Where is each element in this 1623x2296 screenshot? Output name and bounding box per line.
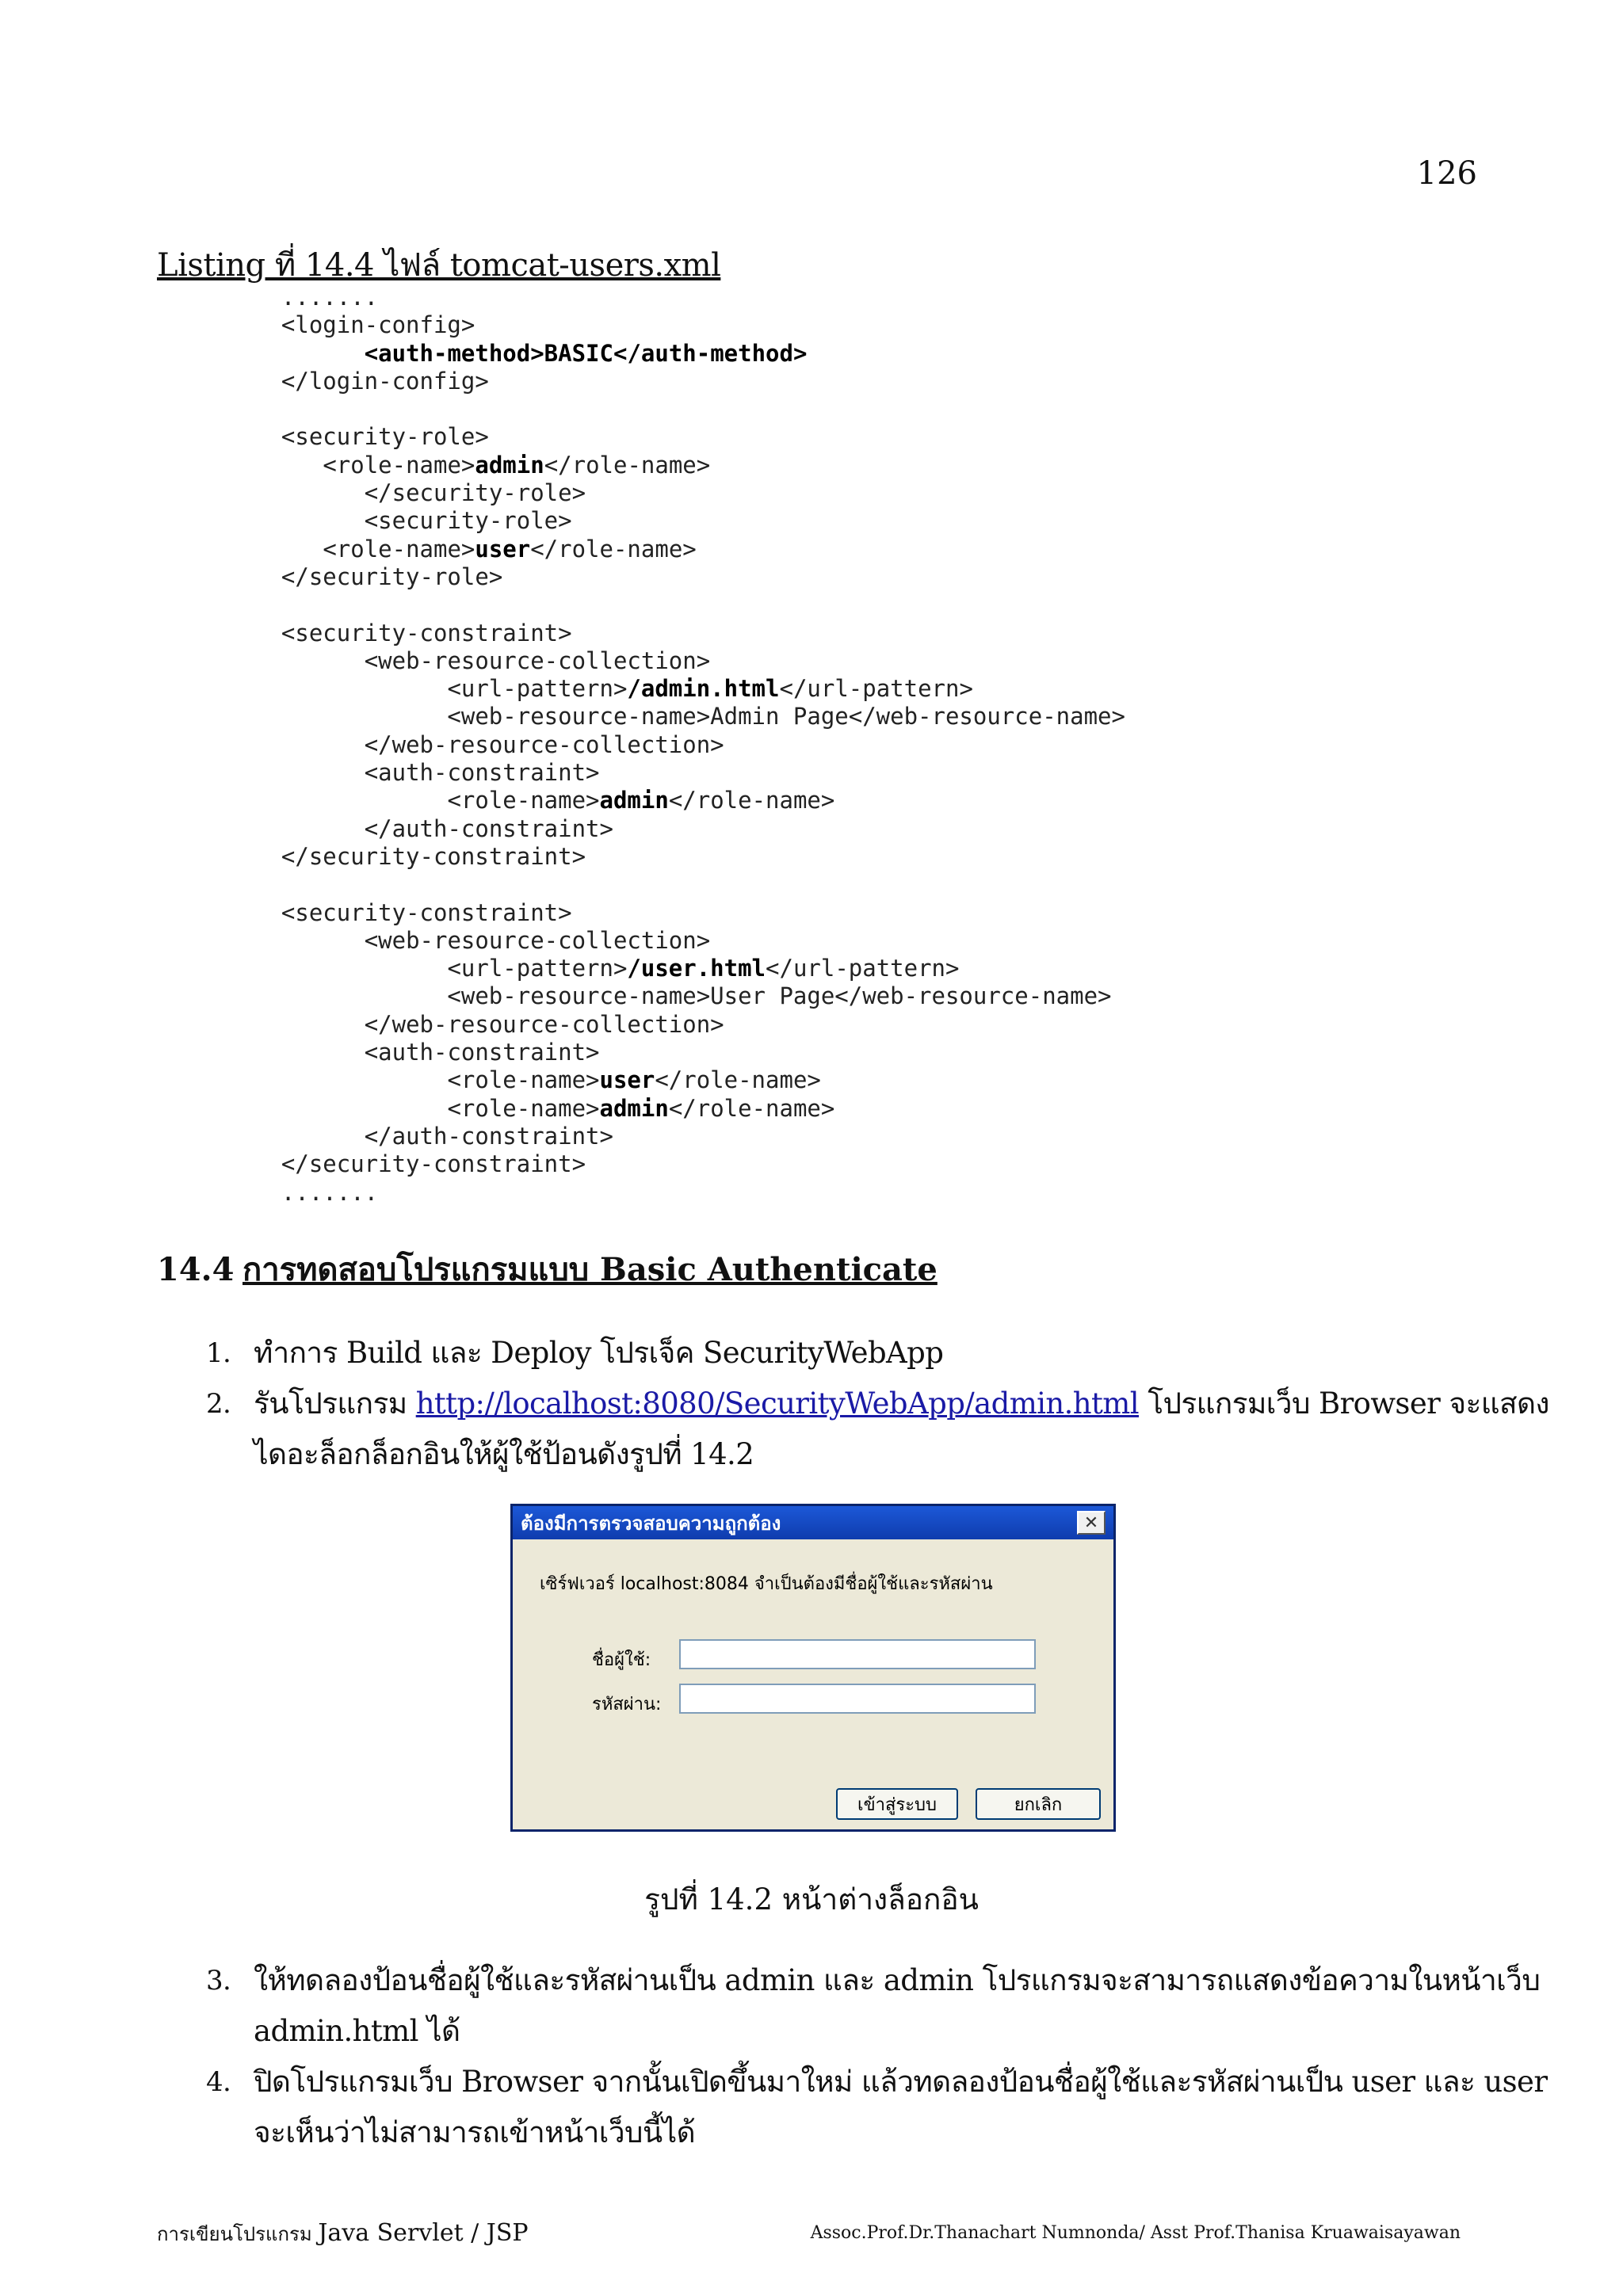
code-line: <security-constraint> bbox=[281, 619, 572, 646]
code-line: <url-pattern>/user.html</url-pattern> bbox=[447, 955, 960, 982]
username-label: ชื่อผู้ใช้: bbox=[592, 1650, 651, 1670]
code-line: <role-name>admin</role-name> bbox=[447, 787, 835, 814]
code-line: </login-config> bbox=[281, 367, 489, 395]
code-line: <role-name>user</role-name> bbox=[323, 535, 697, 563]
footer-book-title bbox=[157, 2218, 529, 2249]
page-number: 126 bbox=[1416, 155, 1477, 192]
step-number: 1. bbox=[206, 1337, 231, 1369]
code-line bbox=[254, 871, 1125, 898]
code-line: </security-constraint> bbox=[281, 1150, 586, 1178]
code-line: </auth-constraint> bbox=[364, 1122, 613, 1150]
dialog-title: ต้องมีการตรวจสอบความถูกต้อง bbox=[521, 1512, 781, 1535]
step-3 bbox=[206, 1955, 1541, 2006]
step-3-continuation: admin.html ได้ bbox=[254, 2014, 460, 2048]
code-line: <auth-constraint> bbox=[364, 759, 600, 787]
footer-thai: การเขียนโปรแกรม bbox=[157, 2223, 319, 2245]
code-line: <url-pattern>/admin.html</url-pattern> bbox=[447, 675, 973, 703]
step-4 bbox=[206, 2057, 1548, 2107]
figure-caption: รูปที่ 14.2 หน้าต่างล็อกอิน bbox=[644, 1882, 979, 1917]
code-line: <role-name>admin</role-name> bbox=[447, 1094, 835, 1122]
password-label: รหัสผ่าน: bbox=[592, 1695, 662, 1714]
step-2-continuation: ไดอะล็อกล็อกอินให้ผู้ใช้ป้อนดังรูปที่ 14.2 bbox=[254, 1437, 754, 1471]
close-icon: ✕ bbox=[1083, 1512, 1099, 1533]
code-listing bbox=[254, 284, 1125, 1207]
step-text: รันโปรแกรม bbox=[254, 1386, 416, 1421]
step-text: โปรแกรมเว็บ Browser จะแสดง bbox=[1139, 1386, 1549, 1421]
username-field[interactable] bbox=[679, 1639, 1036, 1669]
code-line: </auth-constraint> bbox=[364, 814, 613, 842]
cancel-button[interactable]: ยกเลิก bbox=[976, 1788, 1101, 1820]
code-line: </security-role> bbox=[364, 479, 586, 507]
code-line: <web-resource-collection> bbox=[364, 646, 711, 674]
code-line: </web-resource-collection> bbox=[364, 730, 724, 758]
step-1 bbox=[206, 1328, 944, 1379]
code-line bbox=[254, 591, 1125, 619]
section-title: การทดสอบโปรแกรมแบบ Basic Authenticate bbox=[242, 1251, 938, 1288]
code-line: <login-config> bbox=[281, 311, 475, 339]
step-text: ให้ทดลองป้อนชื่อผู้ใช้และรหัสผ่านเป็น admin และ admin โปรแกรมจะสามารถแสดงข้อความในหน้าเว็บ bbox=[254, 1963, 1541, 1997]
code-line: </security-constraint> bbox=[281, 842, 586, 870]
code-line: <web-resource-name>Admin Page</web-resource-name> bbox=[254, 703, 1125, 730]
code-line: <auth-constraint> bbox=[364, 1039, 600, 1066]
login-dialog bbox=[510, 1504, 1116, 1832]
code-line bbox=[254, 395, 1125, 423]
footer-authors: Assoc.Prof.Dr.Thanachart Numnonda/ Asst Prof.Thanisa Kruawaisayawan bbox=[810, 2223, 1461, 2243]
dialog-message: เซิร์ฟเวอร์ localhost:8084 จำเป็นต้องมีชื่อผู้ใช้และรหัสผ่าน bbox=[540, 1574, 993, 1594]
code-line: ....... bbox=[254, 1178, 379, 1206]
listing-title: Listing ที่ 14.4 ไฟล์ tomcat-users.xml bbox=[157, 247, 721, 284]
code-line: <security-constraint> bbox=[281, 898, 572, 926]
admin-url-link[interactable]: http://localhost:8080/SecurityWebApp/admin.html bbox=[415, 1386, 1140, 1421]
code-line: ....... bbox=[254, 284, 379, 311]
step-number: 3. bbox=[206, 1965, 231, 1997]
login-button[interactable]: เข้าสู่ระบบ bbox=[836, 1788, 958, 1820]
step-text: ทำการ Build และ Deploy โปรเจ็ค SecurityWebApp bbox=[254, 1336, 944, 1370]
password-field[interactable] bbox=[679, 1684, 1036, 1714]
step-text: ปิดโปรแกรมเว็บ Browser จากนั้นเปิดขึ้นมาใหม่ แล้วทดลองป้อนชื่อผู้ใช้และรหัสผ่านเป็น user และ user bbox=[254, 2065, 1548, 2099]
code-line: </web-resource-collection> bbox=[364, 1010, 724, 1038]
footer-en: Java Servlet / JSP bbox=[318, 2219, 529, 2247]
code-line: <security-role> bbox=[281, 423, 489, 451]
step-4-continuation: จะเห็นว่าไม่สามารถเข้าหน้าเว็บนี้ได้ bbox=[254, 2115, 696, 2149]
step-number: 2. bbox=[206, 1388, 231, 1420]
section-number: 14.4 bbox=[157, 1251, 235, 1288]
dialog-titlebar[interactable] bbox=[513, 1506, 1113, 1539]
code-line: <role-name>user</role-name> bbox=[447, 1066, 821, 1094]
code-line: <security-role> bbox=[364, 507, 572, 535]
step-number: 4. bbox=[206, 2066, 231, 2098]
code-line: <web-resource-name>User Page</web-resource-name> bbox=[254, 982, 1112, 1010]
section-heading bbox=[157, 1244, 938, 1295]
code-line: <role-name>admin</role-name> bbox=[323, 451, 711, 479]
step-2 bbox=[206, 1379, 1549, 1429]
code-line: <auth-method>BASIC</auth-method> bbox=[364, 339, 808, 367]
code-line: </security-role> bbox=[281, 563, 503, 590]
close-button[interactable] bbox=[1077, 1511, 1106, 1535]
code-line: <web-resource-collection> bbox=[364, 926, 711, 954]
